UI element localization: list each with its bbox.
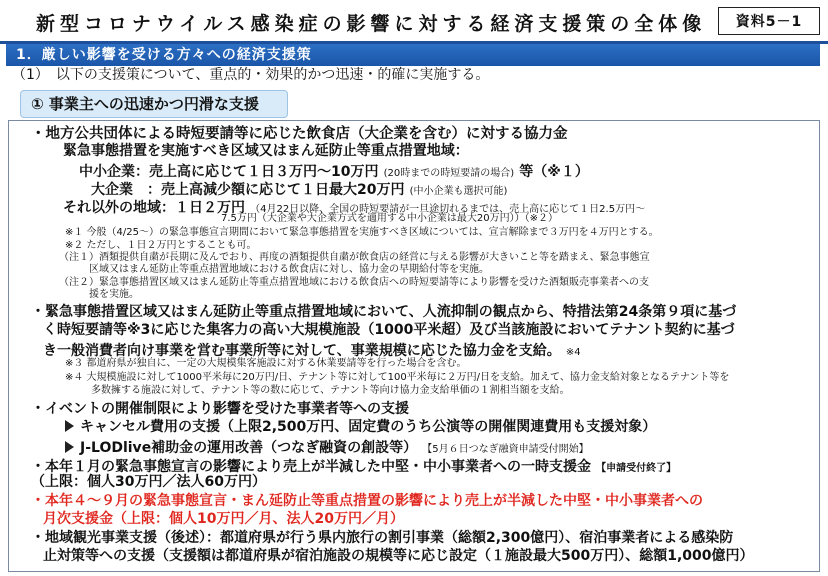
note-1-cont: 区域又はまん延防止等重点措置地域における飲食店に対し、協力金の早期給付等を実施。 xyxy=(89,264,489,275)
large-company-rate: 大企業 ：売上高減少額に応じて１日最大20万円 xyxy=(91,182,405,198)
large-company-rate-note: (中小企業も選択可能) xyxy=(409,186,508,197)
sme-rate-tail: 等（※１） xyxy=(519,164,589,180)
item-large-facility-3-text: き一般消費者向け事業を営む事業所等に対して、事業規模に応じた協力金を支給。 xyxy=(43,343,561,359)
jlod-support-text: J-LODlive補助金の運用改善（つなぎ融資の創設等） xyxy=(80,440,418,456)
footnote-3: ※３ 都道府県が独自に、一定の大規模集客施設に対する休業要請等を行った場合を含む。 xyxy=(65,358,467,369)
sme-rate: 中小企業：売上高に応じて１日３万円～10万円 xyxy=(79,164,379,180)
item-large-facility: ・緊急事態措置区域又はまん延防止等重点措置地域において、人流抑制の観点から、特措法第24条第９項に基づ xyxy=(31,304,737,320)
page-title: 新型コロナウイルス感染症の影響に対する経済支援策の全体像 xyxy=(36,13,707,35)
emergency-area-heading: 緊急事態措置を実施すべき区域又はまん延防止等重点措置地域： xyxy=(63,143,469,159)
item-tourism-support: ・地域観光事業支援（後述）：都道府県が行う県内旅行の割引事業（総額2,300億円）、宿泊事業者による感染防 xyxy=(31,530,734,546)
item-temporary-support-limit: （上限：個人30万円／法人60万円） xyxy=(31,474,266,490)
item-tourism-support-2: 止対策等への支援（支援額は都道府県が宿泊施設の規模等に応じ設定（１施設最大500万円）、総額1,000億円） xyxy=(43,548,754,564)
triangle-bullet-icon xyxy=(65,441,74,453)
item-event-support: ・イベントの開催制限により影響を受けた事業者等への支援 xyxy=(31,401,409,417)
other-area-rate-note: （4月22日以降、全国の時短要請が一旦途切れるまでは、売上高に応じて１日2.5万円～ xyxy=(250,204,646,215)
content-panel xyxy=(8,120,820,572)
item-temporary-support-text: ・本年１月の緊急事態宣言の影響により売上が半減した中堅・中小事業者への一時支援金 xyxy=(31,459,591,475)
item-large-facility-2: く時短要請等※3に応じた集客力の高い大規模施設（1000平米超）及び当該施設においてテナント契約に基づ xyxy=(43,322,735,338)
other-area-rate-note-2: 7.5万円（大企業や大企業方式を適用する中小企業は最大20万円））（※２） xyxy=(221,213,559,224)
subheading-employer-support: ① 事業主への迅速かつ円滑な支援 xyxy=(20,90,288,118)
document-number-badge: 資料5－1 xyxy=(718,7,820,35)
note-2-cont: 援を実施。 xyxy=(89,289,139,300)
cancel-cost-support-text: キャンセル費用の支援（上限2,500万円、固定費のうち公演等の開催関連費用も支援対象） xyxy=(80,419,657,435)
header-bar xyxy=(0,0,828,44)
item-large-facility-3-ref: ※4 xyxy=(565,347,581,358)
triangle-bullet-icon xyxy=(65,420,74,432)
section-intro: （1） 以下の支援策について、重点的・効果的かつ迅速・的確に実施する。 xyxy=(12,67,490,83)
cancel-cost-support xyxy=(65,419,656,437)
footnote-2: ※２ ただし、１日２万円とすることも可。 xyxy=(65,240,257,251)
item-restaurant-cooperation: ・地方公共団体による時短要請等に応じた飲食店（大企業を含む）に対する協力金 xyxy=(31,126,568,142)
jlod-support xyxy=(65,437,589,458)
other-area-rate: それ以外の地域：１日２万円 xyxy=(63,200,245,216)
item-monthly-support: ・本年４～９月の緊急事態宣言・まん延防止等重点措置の影響により売上が半減した中堅・中小事業者への xyxy=(31,493,703,509)
item-monthly-support-limit: 月次支援金（上限：個人10万円／月、法人20万円／月） xyxy=(43,511,404,527)
note-2: （注２）緊急事態措置区域又はまん延防止等重点措置地域における飲食店への時短要請等により影響を受けた酒類販売事業者への支 xyxy=(59,277,649,288)
footnote-4: ※４ 大規模施設に対して1000平米毎に20万円/日、テナント等に対して100平米毎に２万円/日を支給。加えて、協力金支給対象となるテナント等を xyxy=(65,372,730,383)
item-temporary-support-note: 【申請受付終了】 xyxy=(596,463,677,474)
footnote-4-cont: 多数擁する施設に対して、テナント等の数に応じて、テナント等向け協力金支給単価の１割相当額を支給。 xyxy=(91,385,570,396)
footnote-1: ※１ 今般（4/25～）の緊急事態宣言期間において緊急事態措置を実施すべき区域については、宣言解除まで３万円を４万円とする。 xyxy=(65,227,659,238)
section-banner: 1．厳しい影響を受ける方々への経済支援策 xyxy=(6,44,820,66)
note-1: （注１）酒類提供自粛が長期に及んでおり、再度の酒類提供自粛が飲食店の経営に与える影響が大きいこと等を踏まえ、緊急事態宣 xyxy=(59,252,650,263)
jlod-support-note: 【5月６日つなぎ融資申請受付開始】 xyxy=(422,444,589,455)
sme-rate-note: (20時までの時短要請の場合) xyxy=(383,168,515,179)
